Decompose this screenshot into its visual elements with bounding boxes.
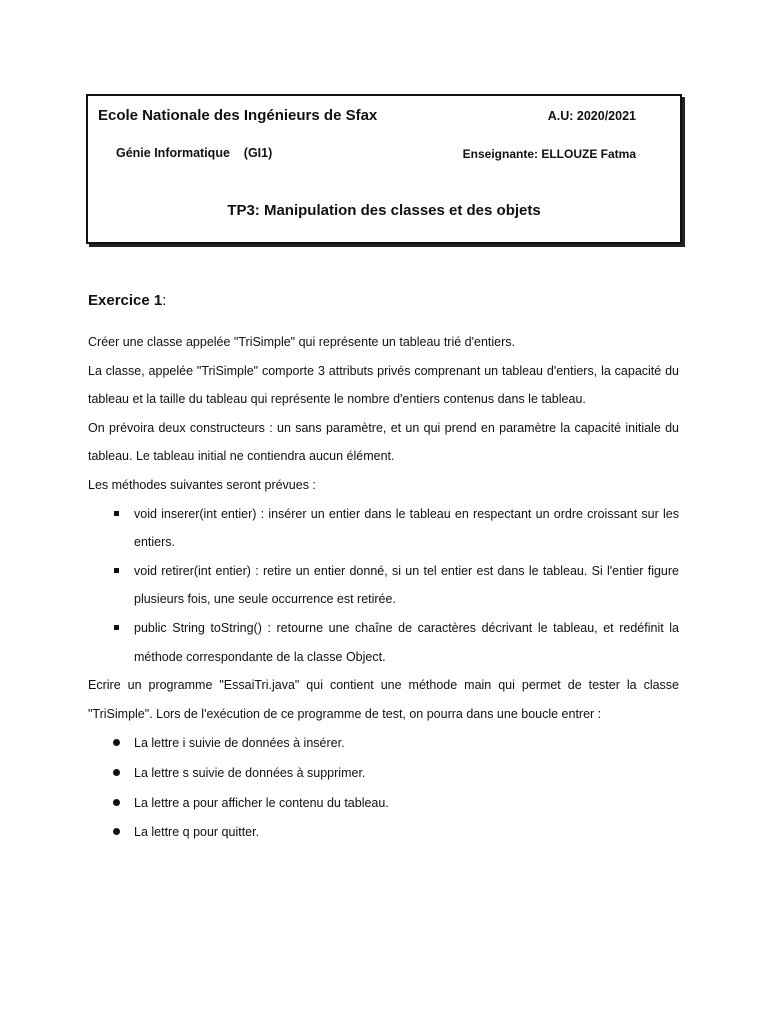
command-item bbox=[88, 789, 679, 818]
school-name: Ecole Nationale des Ingénieurs de Sfax bbox=[98, 107, 378, 124]
exercise-title bbox=[88, 291, 679, 311]
teacher-name: Enseignante: ELLOUZE Fatma bbox=[462, 147, 636, 161]
method-text: public String toString() : retourne une chaîne de caractères décrivant le tableau, et redéfinit la méthode correspondante de la classe Object. bbox=[134, 620, 679, 664]
dot-bullet-icon bbox=[113, 828, 120, 835]
command-item bbox=[88, 759, 679, 788]
method-text: void inserer(int entier) : insérer un entier dans le tableau en respectant un ordre croissant sur les entiers. bbox=[134, 506, 679, 550]
methods-list bbox=[88, 500, 679, 672]
paragraph: On prévoira deux constructeurs : un sans paramètre, et un qui prend en paramètre la capacité initiale du tableau. Le tableau initial ne contiendra aucun élément. bbox=[88, 420, 679, 464]
exercise-title-colon: : bbox=[162, 292, 167, 309]
command-text: La lettre q pour quitter. bbox=[134, 825, 260, 840]
command-item bbox=[88, 729, 679, 758]
method-item bbox=[88, 500, 679, 557]
department: Génie Informatique (GI1) bbox=[116, 146, 273, 160]
square-bullet-icon bbox=[114, 625, 119, 630]
exercise-title-text: Exercice 1 bbox=[88, 292, 163, 309]
dot-bullet-icon bbox=[113, 799, 120, 806]
square-bullet-icon bbox=[114, 511, 119, 516]
header-box bbox=[86, 94, 682, 244]
dot-bullet-icon bbox=[113, 769, 120, 776]
method-item bbox=[88, 614, 679, 671]
tp-title: TP3: Manipulation des classes et des objets bbox=[227, 202, 541, 219]
paragraph: Créer une classe appelée "TriSimple" qui représente un tableau trié d'entiers. bbox=[88, 335, 516, 349]
paragraph: Les méthodes suivantes seront prévues : bbox=[88, 477, 316, 492]
paragraph: La classe, appelée "TriSimple" comporte 3 attributs privés comprenant un tableau d'entiers, la capacité du tableau et la taille du tableau qui représente le nombre d'entiers contenus dans le tableau. bbox=[88, 363, 679, 407]
method-text: void retirer(int entier) : retire un entier donné, si un tel entier est dans le tableau. Si l'entier figure plusieurs fois, une seule occurrence est retirée. bbox=[134, 563, 679, 607]
academic-year: A.U: 2020/2021 bbox=[547, 109, 636, 123]
commands-list bbox=[88, 729, 679, 846]
command-text: La lettre a pour afficher le contenu du tableau. bbox=[134, 795, 389, 810]
command-text: La lettre s suivie de données à supprimer. bbox=[134, 765, 366, 780]
method-item bbox=[88, 557, 679, 614]
program-paragraph: Ecrire un programme "EssaiTri.java" qui contient une méthode main qui permet de tester la classe "TriSimple". Lors de l'exécution de ce programme de test, on pourra dans une boucle entrer : bbox=[88, 678, 679, 721]
square-bullet-icon bbox=[114, 568, 119, 573]
exercise-content bbox=[88, 291, 679, 847]
dot-bullet-icon bbox=[113, 739, 120, 746]
command-item bbox=[88, 818, 679, 847]
command-text: La lettre i suivie de données à insérer. bbox=[134, 736, 345, 751]
